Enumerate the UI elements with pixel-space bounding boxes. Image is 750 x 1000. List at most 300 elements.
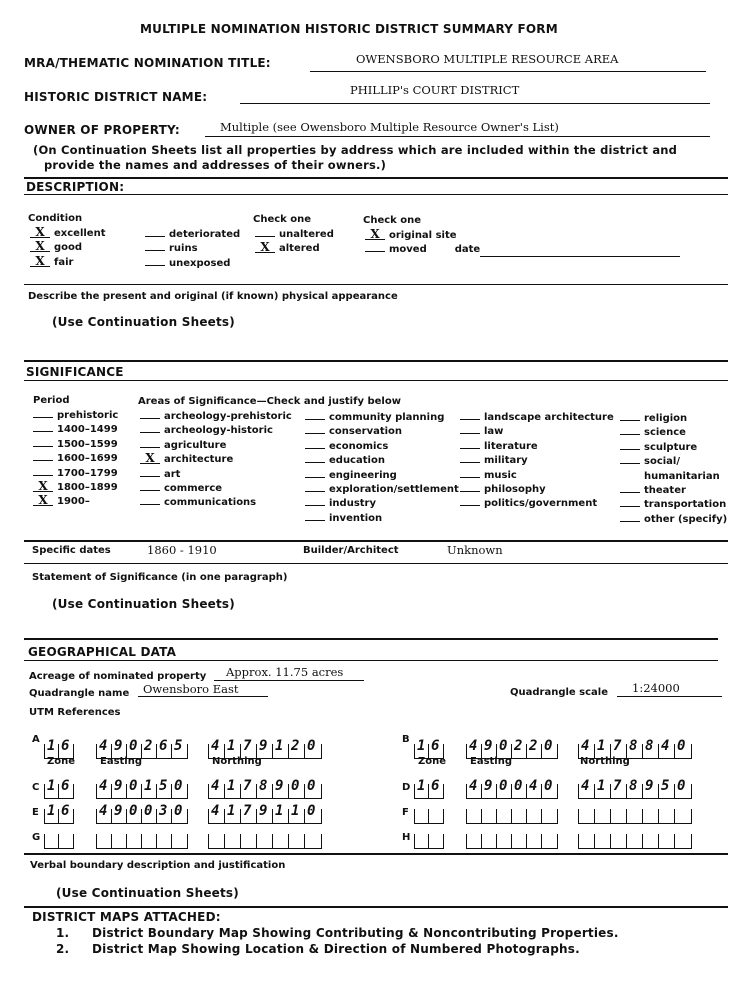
condition-list-2 — [145, 228, 240, 271]
utm-zone-digit — [414, 778, 429, 799]
utm-northing-digit — [240, 778, 257, 799]
statement-value: (Use Continuation Sheets) — [52, 597, 235, 611]
utm-easting-digit — [126, 778, 142, 799]
significance-heading: SIGNIFICANCE — [26, 365, 124, 379]
utm-digit-value: 1 — [597, 738, 606, 754]
utm-digit-value: 0 — [499, 778, 508, 794]
utm-digit-value: 1 — [47, 778, 56, 794]
utm-digit-value: 8 — [645, 738, 654, 754]
period-option: 1800–1899 — [57, 481, 118, 493]
period-mark — [33, 417, 53, 418]
utm-easting-digit — [96, 834, 112, 849]
describe-rule — [24, 284, 728, 285]
utm-easting-digit — [156, 778, 172, 799]
utm-easting-digit — [511, 738, 527, 759]
area-option: community planning — [329, 412, 445, 423]
utm-digit-value: 5 — [159, 778, 168, 794]
utm-northing-digit — [272, 778, 289, 799]
utm-digit-value: 4 — [99, 778, 108, 794]
utm-digit-value: 0 — [499, 738, 508, 754]
utm-digit-value: 9 — [259, 803, 268, 819]
verbal-label: Verbal boundary description and justification — [30, 860, 286, 871]
utm-easting-digit — [96, 778, 112, 799]
utm-easting-digit — [126, 834, 142, 849]
instructions-line-1: (On Continuation Sheets list all properties by address which are included within the district and — [33, 143, 678, 157]
utm-row-letter: H — [402, 832, 411, 843]
utm-digit-value: 8 — [629, 738, 638, 754]
area-option: exploration/settlement — [329, 483, 459, 495]
area-mark — [140, 432, 160, 433]
utm-digit-value: 0 — [307, 738, 316, 754]
utm-digit-value: 1 — [597, 778, 606, 794]
utm-easting-digit — [496, 778, 512, 799]
area-mark — [140, 504, 160, 505]
period-mark: X — [33, 481, 53, 492]
area-option: literature — [484, 440, 538, 452]
northing-label-b: Northing — [580, 756, 630, 767]
condition-label: Condition — [28, 213, 83, 224]
maps-heading: DISTRICT MAPS ATTACHED: — [32, 910, 221, 924]
utm-row — [402, 780, 732, 802]
area-option: philosophy — [484, 483, 546, 495]
utm-row-letter: C — [32, 782, 40, 793]
utm-northing-digit — [578, 778, 595, 799]
utm-northing-digit — [674, 834, 692, 849]
area-option: politics/government — [484, 498, 598, 510]
condition-mark: X — [30, 241, 50, 252]
builder-label: Builder/Architect — [303, 545, 399, 556]
utm-easting-digit — [141, 834, 157, 849]
period-option: 1900– — [57, 496, 90, 508]
altered-mark: X — [255, 242, 275, 253]
zone-label-b: Zone — [418, 756, 447, 767]
utm-row-letter: G — [32, 832, 41, 843]
utm-row — [32, 805, 362, 827]
utm-digit-value: 7 — [243, 778, 252, 794]
utm-digit-value: 3 — [159, 803, 168, 819]
utm-easting-digit — [541, 738, 558, 759]
utm-row — [32, 780, 362, 802]
original-site-mark: X — [365, 229, 385, 240]
utm-easting-digit — [496, 809, 512, 824]
period-option: 1400–1499 — [57, 424, 118, 436]
geo-rule — [24, 638, 718, 640]
utm-digit-value: 0 — [129, 803, 138, 819]
area-option: social/ — [644, 456, 681, 468]
utm-digit-value: 0 — [544, 738, 553, 754]
utm-easting-digit — [496, 834, 512, 849]
area-option: commerce — [164, 482, 223, 494]
utm-digit-value: 4 — [99, 738, 108, 754]
condition-list — [30, 227, 105, 270]
utm-digit-value: 8 — [259, 778, 268, 794]
check-one-label-2: Check one — [363, 215, 422, 226]
utm-digit-value: 1 — [417, 738, 426, 754]
utm-zone-digit — [58, 778, 74, 799]
utm-easting-digit — [171, 834, 188, 849]
specific-dates-value: 1860 - 1910 — [147, 543, 217, 557]
condition-option: good — [54, 242, 83, 254]
utm-easting-digit — [526, 738, 542, 759]
utm-northing-digit — [288, 834, 305, 849]
areas-label: Areas of Significance—Check and justify below — [138, 396, 401, 407]
map-item-1-text: District Boundary Map Showing Contributing & Noncontributing Properties. — [92, 926, 619, 940]
utm-northing-digit — [626, 778, 643, 799]
utm-row — [402, 805, 732, 827]
description-underline — [24, 194, 728, 195]
utm-digit-value: 9 — [275, 778, 284, 794]
utm-digit-value: 4 — [469, 778, 478, 794]
utm-digit-value: 1 — [144, 778, 153, 794]
utm-row-letter: F — [402, 807, 409, 818]
utm-zone-digit — [44, 778, 59, 799]
utm-northing-digit — [658, 738, 675, 759]
utm-easting-digit — [511, 834, 527, 849]
utm-easting-digit — [111, 803, 127, 824]
area-option: transportation — [644, 499, 727, 511]
utm-row — [402, 734, 732, 762]
condition-option: unexposed — [169, 257, 231, 269]
utm-easting-digit — [111, 778, 127, 799]
areas-col-4 — [620, 412, 727, 527]
utm-zone-digit — [414, 809, 429, 824]
utm-digit-value: 9 — [484, 778, 493, 794]
utm-digit-value: 2 — [291, 738, 300, 754]
form-title: MULTIPLE NOMINATION HISTORIC DISTRICT SUMMARY FORM — [140, 22, 558, 36]
utm-northing-digit — [642, 834, 659, 849]
mra-line — [310, 71, 706, 72]
utm-digit-value: 0 — [174, 803, 183, 819]
area-option: conservation — [329, 426, 403, 438]
utm-digit-value: 9 — [645, 778, 654, 794]
utm-digit-value: 0 — [677, 738, 686, 754]
utm-easting-digit — [141, 778, 157, 799]
utm-digit-value: 9 — [259, 738, 268, 754]
geo-heading: GEOGRAPHICAL DATA — [28, 645, 177, 659]
area-option: humanitarian — [644, 470, 720, 482]
utm-easting-digit — [526, 834, 542, 849]
instructions-line-2: provide the names and addresses of their owners.) — [44, 158, 387, 172]
utm-easting-digit — [541, 778, 558, 799]
utm-digit-value: 4 — [211, 803, 220, 819]
utm-easting-digit — [126, 803, 142, 824]
utm-digit-value: 4 — [581, 738, 590, 754]
utm-digit-value: 0 — [129, 778, 138, 794]
check-one-label-1: Check one — [253, 214, 312, 225]
original-site-option: original site — [389, 230, 457, 241]
area-option: communications — [164, 497, 257, 509]
utm-digit-value: 0 — [514, 778, 523, 794]
utm-digit-value: 0 — [544, 778, 553, 794]
verbal-rule — [24, 853, 728, 855]
utm-digit-value: 1 — [291, 803, 300, 819]
utm-northing-digit — [240, 834, 257, 849]
utm-easting-digit — [511, 809, 527, 824]
utm-row — [32, 830, 362, 852]
utm-row-letter: D — [402, 782, 411, 793]
utm-digit-value: 6 — [61, 778, 70, 794]
utm-easting-digit — [156, 738, 172, 759]
utm-northing-digit — [288, 738, 305, 759]
utm-zone-digit — [44, 803, 59, 824]
mra-value: OWENSBORO MULTIPLE RESOURCE AREA — [356, 52, 619, 66]
area-option: theater — [644, 484, 686, 496]
utm-northing-digit — [674, 738, 692, 759]
utm-digit-value: 6 — [431, 778, 440, 794]
utm-northing-digit — [208, 803, 225, 824]
utm-digit-value: 1 — [275, 803, 284, 819]
utm-northing-digit — [256, 803, 273, 824]
specific-dates-label: Specific dates — [32, 545, 111, 556]
area-option: archeology-historic — [164, 425, 273, 437]
dates-rule — [24, 540, 728, 542]
utm-northing-digit — [674, 778, 692, 799]
utm-zone-digit — [44, 834, 59, 849]
utm-northing-digit — [304, 778, 322, 799]
utm-easting-digit — [526, 809, 542, 824]
area-option: religion — [644, 413, 688, 424]
geo-underline — [24, 660, 718, 661]
area-option: education — [329, 455, 385, 467]
utm-digit-value: 4 — [469, 738, 478, 754]
utm-northing-digit — [224, 834, 241, 849]
utm-label: UTM References — [29, 707, 121, 718]
utm-digit-value: 8 — [629, 778, 638, 794]
utm-digit-value: 4 — [211, 738, 220, 754]
altered-option: altered — [279, 243, 320, 255]
utm-digit-value: 0 — [144, 803, 153, 819]
period-mark: X — [33, 495, 53, 506]
utm-northing-digit — [240, 803, 257, 824]
utm-northing-digit — [610, 778, 627, 799]
utm-digit-value: 0 — [307, 803, 316, 819]
description-heading: DESCRIPTION: — [26, 180, 125, 194]
utm-northing-digit — [304, 738, 322, 759]
utm-row — [32, 734, 362, 762]
quad-scale-label: Quadrangle scale — [510, 687, 609, 698]
area-option: architecture — [164, 454, 234, 466]
utm-zone-digit — [414, 834, 429, 849]
utm-digit-value: 6 — [431, 738, 440, 754]
utm-easting-digit — [171, 803, 188, 824]
description-rule — [24, 177, 728, 179]
area-option: industry — [329, 498, 377, 510]
utm-digit-value: 5 — [661, 778, 670, 794]
utm-northing-digit — [642, 809, 659, 824]
moved-option: moved — [389, 244, 427, 256]
utm-digit-value: 6 — [61, 803, 70, 819]
area-mark — [140, 490, 160, 491]
utm-row-letter: E — [32, 807, 39, 818]
mra-label: MRA/THEMATIC NOMINATION TITLE: — [24, 56, 271, 70]
area-option: economics — [329, 440, 389, 452]
utm-digit-value: 7 — [243, 803, 252, 819]
utm-easting-digit — [141, 738, 157, 759]
utm-northing-digit — [288, 778, 305, 799]
area-mark — [140, 418, 160, 419]
areas-col-3 — [460, 411, 614, 512]
period-mark — [33, 431, 53, 432]
district-label: HISTORIC DISTRICT NAME: — [24, 90, 208, 104]
utm-northing-digit — [288, 803, 305, 824]
area-option: archeology-prehistoric — [164, 411, 292, 422]
utm-digit-value: 0 — [174, 778, 183, 794]
date-line — [480, 256, 680, 257]
areas-col-1 — [140, 410, 292, 511]
area-mark — [140, 476, 160, 477]
period-option: 1500–1599 — [57, 438, 118, 450]
condition-option: ruins — [169, 243, 198, 255]
acreage-line — [214, 680, 364, 681]
utm-northing-digit — [658, 834, 675, 849]
utm-digit-value: 0 — [677, 778, 686, 794]
describe-label: Describe the present and original (if known) physical appearance — [28, 291, 398, 302]
verbal-value: (Use Continuation Sheets) — [56, 886, 239, 900]
area-option: agriculture — [164, 439, 227, 451]
utm-digit-value: 2 — [144, 738, 153, 754]
utm-zone-digit — [58, 803, 74, 824]
utm-digit-value: 7 — [613, 738, 622, 754]
utm-zone-digit — [58, 834, 74, 849]
utm-digit-value: 1 — [47, 803, 56, 819]
owner-value: Multiple (see Owensboro Multiple Resource Owner's List) — [220, 120, 559, 134]
area-option: law — [484, 426, 504, 438]
area-option: sculpture — [644, 441, 698, 453]
easting-label-a: Easting — [100, 756, 143, 767]
acreage-value: Approx. 11.75 acres — [226, 665, 344, 679]
utm-easting-digit — [541, 809, 558, 824]
utm-northing-digit — [256, 778, 273, 799]
utm-northing-digit — [626, 834, 643, 849]
significance-rule — [24, 360, 728, 362]
quad-name-label: Quadrangle name — [29, 688, 130, 699]
utm-easting-digit — [481, 834, 497, 849]
utm-digit-value: 1 — [227, 778, 236, 794]
map-item-2-num: 2. — [56, 942, 70, 956]
utm-digit-value: 0 — [129, 738, 138, 754]
quad-name-value: Owensboro East — [143, 682, 239, 696]
utm-digit-value: 1 — [227, 738, 236, 754]
utm-northing-digit — [578, 809, 595, 824]
utm-row-letter: B — [402, 734, 410, 745]
significance-underline — [24, 380, 728, 381]
period-mark — [33, 460, 53, 461]
unaltered-option: unaltered — [279, 229, 334, 240]
utm-easting-digit — [526, 778, 542, 799]
period-mark — [33, 446, 53, 447]
utm-northing-digit — [658, 778, 675, 799]
utm-northing-digit — [208, 834, 225, 849]
statement-label: Statement of Significance (in one paragraph) — [32, 572, 288, 583]
utm-zone-digit — [428, 809, 444, 824]
zone-label-a: Zone — [47, 756, 76, 767]
utm-northing-digit — [594, 809, 611, 824]
period-option: prehistoric — [57, 410, 119, 421]
utm-easting-digit — [111, 834, 127, 849]
utm-easting-digit — [466, 834, 482, 849]
utm-northing-digit — [594, 834, 611, 849]
easting-label-b: Easting — [470, 756, 513, 767]
utm-northing-digit — [674, 809, 692, 824]
utm-digit-value: 9 — [114, 803, 123, 819]
utm-northing-digit — [224, 778, 241, 799]
period-option: 1700–1799 — [57, 467, 118, 479]
utm-digit-value: 0 — [307, 778, 316, 794]
utm-easting-digit — [171, 778, 188, 799]
area-option: landscape architecture — [484, 412, 614, 423]
maps-rule — [24, 906, 728, 908]
quad-name-line — [138, 696, 268, 697]
utm-digit-value: 1 — [47, 738, 56, 754]
area-option: invention — [329, 512, 383, 524]
utm-northing-digit — [224, 803, 241, 824]
utm-row-letter: A — [32, 734, 40, 745]
utm-digit-value: 5 — [174, 738, 183, 754]
utm-digit-value: 4 — [99, 803, 108, 819]
utm-northing-digit — [626, 809, 643, 824]
utm-digit-value: 1 — [417, 778, 426, 794]
describe-value: (Use Continuation Sheets) — [52, 315, 235, 329]
site-list — [365, 229, 480, 258]
utm-digit-value: 4 — [211, 778, 220, 794]
period-option: 1600–1699 — [57, 453, 118, 465]
utm-digit-value: 4 — [529, 778, 538, 794]
condition-option: fair — [54, 256, 74, 268]
date-label: date — [454, 244, 481, 256]
district-value: PHILLIP's COURT DISTRICT — [350, 83, 520, 97]
utm-easting-digit — [481, 778, 497, 799]
area-option: science — [644, 427, 686, 439]
area-mark — [140, 447, 160, 448]
utm-zone-digit — [428, 778, 444, 799]
utm-easting-digit — [466, 778, 482, 799]
utm-zone-digit — [428, 834, 444, 849]
utm-digit-value: 9 — [114, 778, 123, 794]
utm-digit-value: 2 — [529, 738, 538, 754]
utm-digit-value: 1 — [227, 803, 236, 819]
utm-row — [402, 830, 732, 852]
utm-northing-digit — [304, 834, 322, 849]
period-mark — [33, 475, 53, 476]
utm-northing-digit — [208, 778, 225, 799]
utm-digit-value: 7 — [243, 738, 252, 754]
areas-col-2 — [305, 411, 459, 526]
utm-digit-value: 9 — [484, 738, 493, 754]
area-option: music — [484, 469, 517, 481]
utm-northing-digit — [610, 809, 627, 824]
utm-digit-value: 7 — [613, 778, 622, 794]
utm-digit-value: 6 — [159, 738, 168, 754]
utm-easting-digit — [156, 834, 172, 849]
period-list — [33, 409, 118, 510]
condition-option: excellent — [54, 228, 106, 239]
alteration-list — [255, 228, 334, 257]
utm-northing-digit — [658, 809, 675, 824]
condition-option: deteriorated — [169, 229, 241, 240]
utm-easting-digit — [156, 803, 172, 824]
condition-mark: X — [30, 227, 50, 238]
utm-northing-digit — [256, 834, 273, 849]
utm-digit-value: 6 — [61, 738, 70, 754]
utm-northing-digit — [610, 834, 627, 849]
utm-digit-value: 0 — [291, 778, 300, 794]
district-line — [240, 103, 710, 104]
acreage-label: Acreage of nominated property — [29, 671, 207, 682]
utm-easting-digit — [96, 803, 112, 824]
map-item-2-text: District Map Showing Location & Direction of Numbered Photographs. — [92, 942, 580, 956]
utm-northing-digit — [594, 778, 611, 799]
utm-digit-value: 4 — [581, 778, 590, 794]
